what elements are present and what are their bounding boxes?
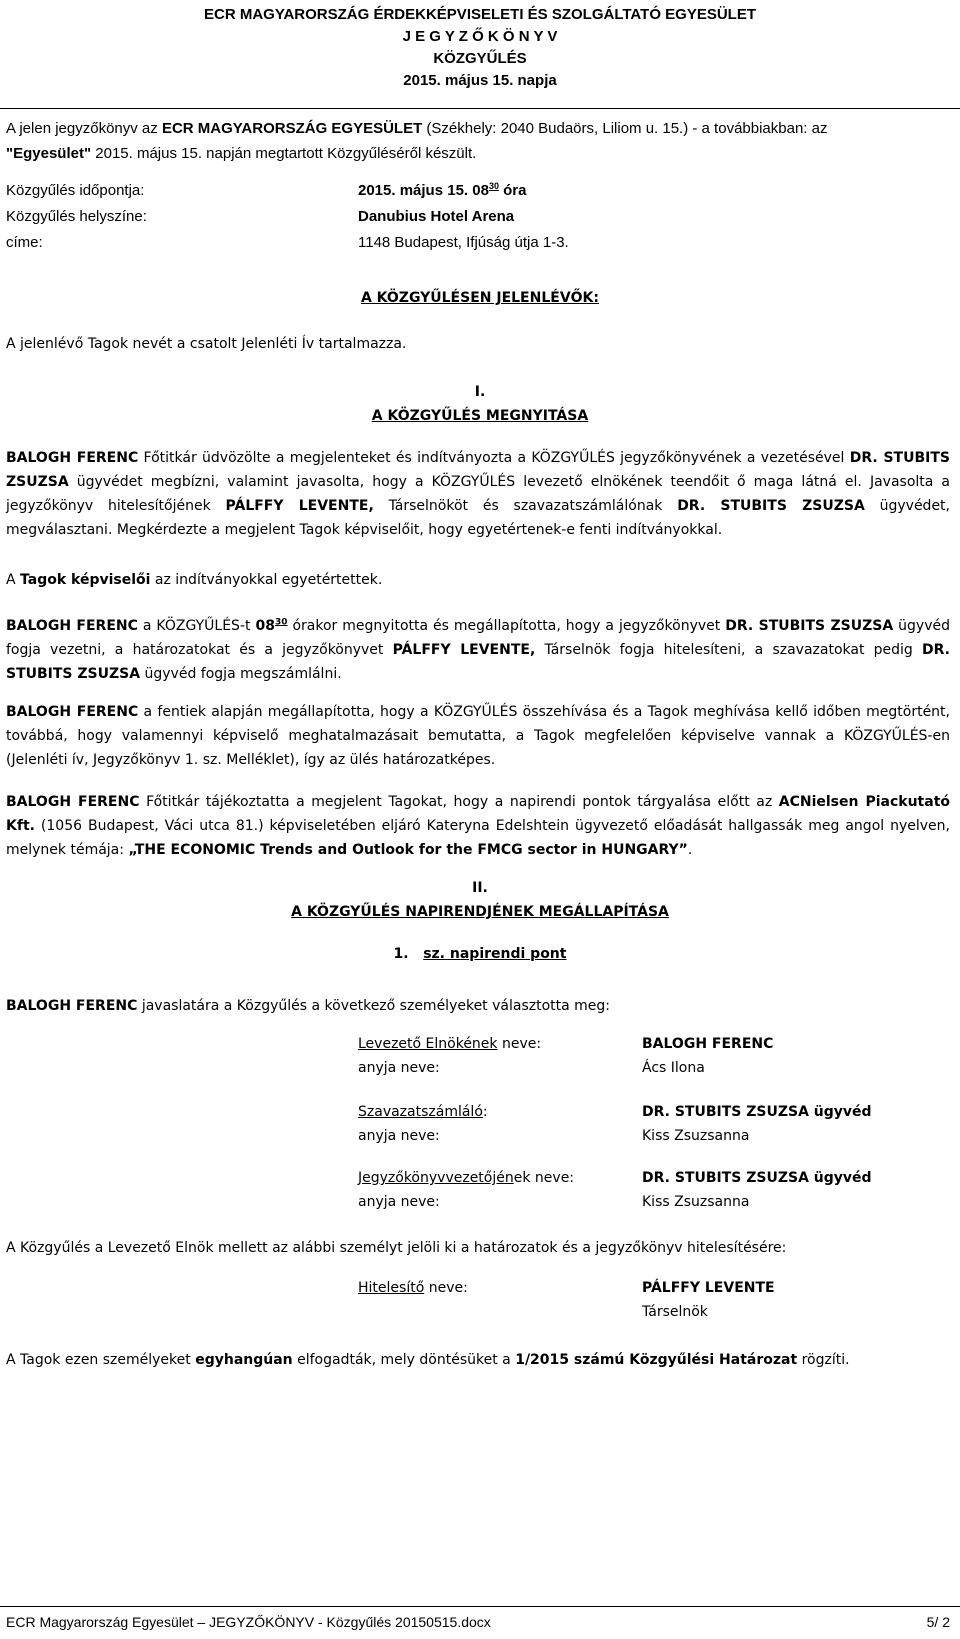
person-name: DR. STUBITS ZSUZSA bbox=[725, 618, 894, 634]
person-name: DR. STUBITS ZSUZSA bbox=[6, 642, 950, 682]
paragraph-text: a KÖZGYŰLÉS-t bbox=[137, 618, 256, 634]
paragraph-authentication bbox=[6, 1236, 950, 1260]
meeting-address-value: 1148 Budapest, Ifjúság útja 1-3. bbox=[358, 234, 569, 251]
chair-label bbox=[358, 1036, 541, 1052]
recorder-label-underlined: Jegyzőkönyvvezetőjén bbox=[358, 1170, 514, 1186]
person-name: BALOGH FERENC bbox=[6, 618, 138, 634]
attendees-heading bbox=[0, 290, 960, 306]
chair-name: BALOGH FERENC bbox=[642, 1036, 774, 1052]
agenda-point bbox=[0, 946, 960, 962]
attendees-heading-text: A KÖZGYŰLÉSEN JELENLÉVŐK: bbox=[360, 290, 600, 306]
meeting-time-date: 2015. május 15. 08 bbox=[358, 182, 489, 199]
authenticator-name: PÁLFFY LEVENTE bbox=[642, 1280, 775, 1296]
paragraph-text: ügyvédet megbízni, valamint javasolta, hogy a KÖZGYŰLÉS levezető elnökének teendőit ő maga látná el. Javasolta a jegyzőkönyv hitelesítőjének bbox=[6, 474, 950, 514]
recorder-mother-name: Kiss Zsuzsanna bbox=[642, 1194, 750, 1210]
counter-label bbox=[358, 1104, 488, 1120]
header-meeting: KÖZGYŰLÉS bbox=[433, 50, 527, 67]
intro-text-2: 2015. május 15. napján megtartott Közgyűléséről készült. bbox=[91, 145, 477, 162]
person-name: BALOGH FERENC bbox=[6, 794, 140, 810]
paragraph-text: órakor megnyitotta és megállapította, hogy a jegyzőkönyvet bbox=[287, 618, 726, 634]
meeting-place-label: Közgyűlés helyszíne: bbox=[6, 208, 147, 225]
footer-text: ECR Magyarország Egyesület – JEGYZŐKÖNYV - Közgyűlés 20150515.docx bbox=[6, 1614, 491, 1630]
intro-text: A jelen jegyzőkönyv az bbox=[6, 120, 162, 137]
meeting-time-label: Közgyűlés időpontja: bbox=[6, 182, 145, 199]
time-hour: 08 bbox=[255, 618, 275, 634]
footer-page-number: 5/ 2 bbox=[926, 1614, 950, 1630]
agenda-point-label: sz. napirendi pont bbox=[423, 946, 567, 962]
recorder-label bbox=[358, 1170, 574, 1186]
person-name: PÁLFFY LEVENTE, bbox=[392, 642, 536, 658]
person-name: BALOGH FERENC bbox=[6, 704, 139, 720]
counter-mother-label: anyja neve: bbox=[358, 1128, 440, 1144]
paragraph-text: rögzíti. bbox=[797, 1352, 850, 1368]
intro-paragraph bbox=[6, 116, 950, 166]
paragraph-emphasis: egyhangúan bbox=[195, 1352, 293, 1368]
paragraph-text: a fentiek alapján megállapította, hogy a KÖZGYŰLÉS összehívása és a Tagok meghívása kellő időben megtörtént, továbbá, hogy valamennyi képviselő meghatalmazásait bemutatta, a Tagok megfelelően képviselve vannak a KÖZGYŰLÉS-en (Jelenléti ív, Jegyzőkönyv 1. sz. Melléklet), így az ülés határozatképes. bbox=[6, 704, 950, 768]
counter-mother-name: Kiss Zsuzsanna bbox=[642, 1128, 750, 1144]
chair-label-underlined: Levezető Elnökének bbox=[358, 1036, 498, 1052]
meeting-place-value: Danubius Hotel Arena bbox=[358, 208, 515, 225]
intro-org: ECR MAGYARORSZÁG EGYESÜLET bbox=[161, 120, 423, 137]
paragraph-resolution bbox=[6, 1348, 950, 1372]
chair-label-rest: neve: bbox=[497, 1036, 542, 1052]
meeting-time-value bbox=[358, 182, 526, 199]
intro-text-rest: (Székhely: 2040 Budaörs, Liliom u. 15.) - a továbbiakban: az bbox=[422, 120, 828, 137]
paragraph-quorum bbox=[6, 700, 950, 772]
paragraph-text: Társelnököt és szavazatszámlálónak bbox=[373, 498, 678, 514]
header-date: 2015. május 15. napja bbox=[403, 72, 557, 89]
counter-name: DR. STUBITS ZSUZSA ügyvéd bbox=[642, 1104, 872, 1120]
agenda-point-number: 1. bbox=[393, 946, 409, 962]
authenticator-label bbox=[358, 1280, 468, 1296]
section1-title-text: A KÖZGYŰLÉS MEGNYITÁSA bbox=[371, 408, 589, 424]
header-divider bbox=[0, 108, 960, 109]
chair-mother-label: anyja neve: bbox=[358, 1060, 440, 1076]
paragraph-text: Főtitkár üdvözölte a megjelenteket és indítványozta a KÖZGYŰLÉS jegyzőkönyvének a vezetésével bbox=[138, 450, 850, 466]
section1-number: I. bbox=[474, 384, 486, 400]
paragraph-text: elfogadták, mely döntésüket a bbox=[292, 1352, 516, 1368]
paragraph-agreement bbox=[6, 568, 950, 592]
presentation-title: „THE ECONOMIC Trends and Outlook for the FMCG sector in HUNGARY” bbox=[128, 842, 688, 858]
time-minutes: 30 bbox=[274, 617, 288, 628]
paragraph-text: (1056 Budapest, Váci utca 81.) képviseletében eljáró Kateryna Edelshtein ügyvezető előadását hallgassák meg angol nyelven, melynek témája: bbox=[6, 818, 950, 858]
intro-association: "Egyesület" bbox=[6, 145, 92, 162]
section2-number: II. bbox=[472, 880, 488, 896]
chair-mother-name: Ács Ilona bbox=[642, 1060, 705, 1076]
person-name: BALOGH FERENC bbox=[6, 450, 139, 466]
paragraph-presentation bbox=[6, 790, 950, 862]
recorder-mother-label: anyja neve: bbox=[358, 1194, 440, 1210]
paragraph-election bbox=[6, 994, 950, 1018]
paragraph-emphasis: Tagok képviselői bbox=[20, 572, 151, 588]
paragraph-text: ügyvéd fogja megszámlálni. bbox=[140, 666, 342, 682]
paragraph-opening bbox=[6, 446, 950, 542]
footer-divider bbox=[0, 1606, 960, 1607]
counter-label-rest: : bbox=[482, 1104, 488, 1120]
resolution-reference: 1/2015 számú Közgyűlési Határozat bbox=[515, 1352, 798, 1368]
authenticator-title: Társelnök bbox=[642, 1304, 708, 1320]
paragraph-text: javaslatára a Közgyűlés a következő személyeket választotta meg: bbox=[137, 998, 611, 1014]
header-organization: ECR MAGYARORSZÁG ÉRDEKKÉPVISELETI ÉS SZOLGÁLTATÓ EGYESÜLET bbox=[204, 6, 756, 23]
paragraph-text: ügyvédet, megválasztani. Megkérdezte a megjelent Tagok képviselőit, hogy egyetértenek-e fenti indítványokkal. bbox=[6, 498, 950, 538]
meeting-time-minutes: 30 bbox=[488, 181, 499, 191]
authenticator-label-underlined: Hitelesítő bbox=[358, 1280, 425, 1296]
header-doc-type: J E G Y Z Ő K Ö N Y V bbox=[402, 28, 558, 45]
section2-title bbox=[0, 904, 960, 920]
paragraph-text: Társelnök fogja hitelesíteni, a szavazatokat pedig bbox=[535, 642, 923, 658]
person-name: DR. STUBITS ZSUZSA bbox=[6, 450, 950, 490]
recorder-name: DR. STUBITS ZSUZSA ügyvéd bbox=[642, 1170, 872, 1186]
paragraph-start bbox=[6, 614, 950, 686]
paragraph-text: . bbox=[687, 842, 693, 858]
paragraph-text: Főtitkár tájékoztatta a megjelent Tagokat, hogy a napirendi pontok tárgyalása előtt az bbox=[139, 794, 779, 810]
meeting-time-unit: óra bbox=[503, 182, 527, 199]
section1-title bbox=[0, 408, 960, 424]
counter-label-underlined: Szavazatszámláló bbox=[358, 1104, 483, 1120]
paragraph-text: A Tagok ezen személyeket bbox=[6, 1352, 196, 1368]
authenticator-label-rest: neve: bbox=[424, 1280, 468, 1296]
person-name: BALOGH FERENC bbox=[6, 998, 138, 1014]
paragraph-text: ügyvéd fogja vezetni, a határozatokat és a jegyzőkönyvet bbox=[6, 618, 951, 658]
paragraph-text: A Közgyűlés a Levezető Elnök mellett az alábbi személyt jelöli ki a határozatok és a jegyzőkönyv hitelesítésére: bbox=[6, 1240, 787, 1256]
company-name: ACNielsen Piackutató Kft. bbox=[6, 794, 951, 834]
meeting-address-label: címe: bbox=[6, 234, 43, 251]
paragraph-text: A bbox=[6, 572, 21, 588]
person-name: PÁLFFY LEVENTE, bbox=[225, 498, 374, 514]
recorder-label-rest: ek neve: bbox=[513, 1170, 575, 1186]
section2-title-text: A KÖZGYŰLÉS NAPIRENDJÉNEK MEGÁLLAPÍTÁSA bbox=[291, 904, 669, 920]
paragraph-text: az indítványokkal egyetértettek. bbox=[150, 572, 383, 588]
person-name: DR. STUBITS ZSUZSA bbox=[677, 498, 865, 514]
attendees-text: A jelenlévő Tagok nevét a csatolt Jelenléti Ív tartalmazza. bbox=[6, 336, 407, 352]
